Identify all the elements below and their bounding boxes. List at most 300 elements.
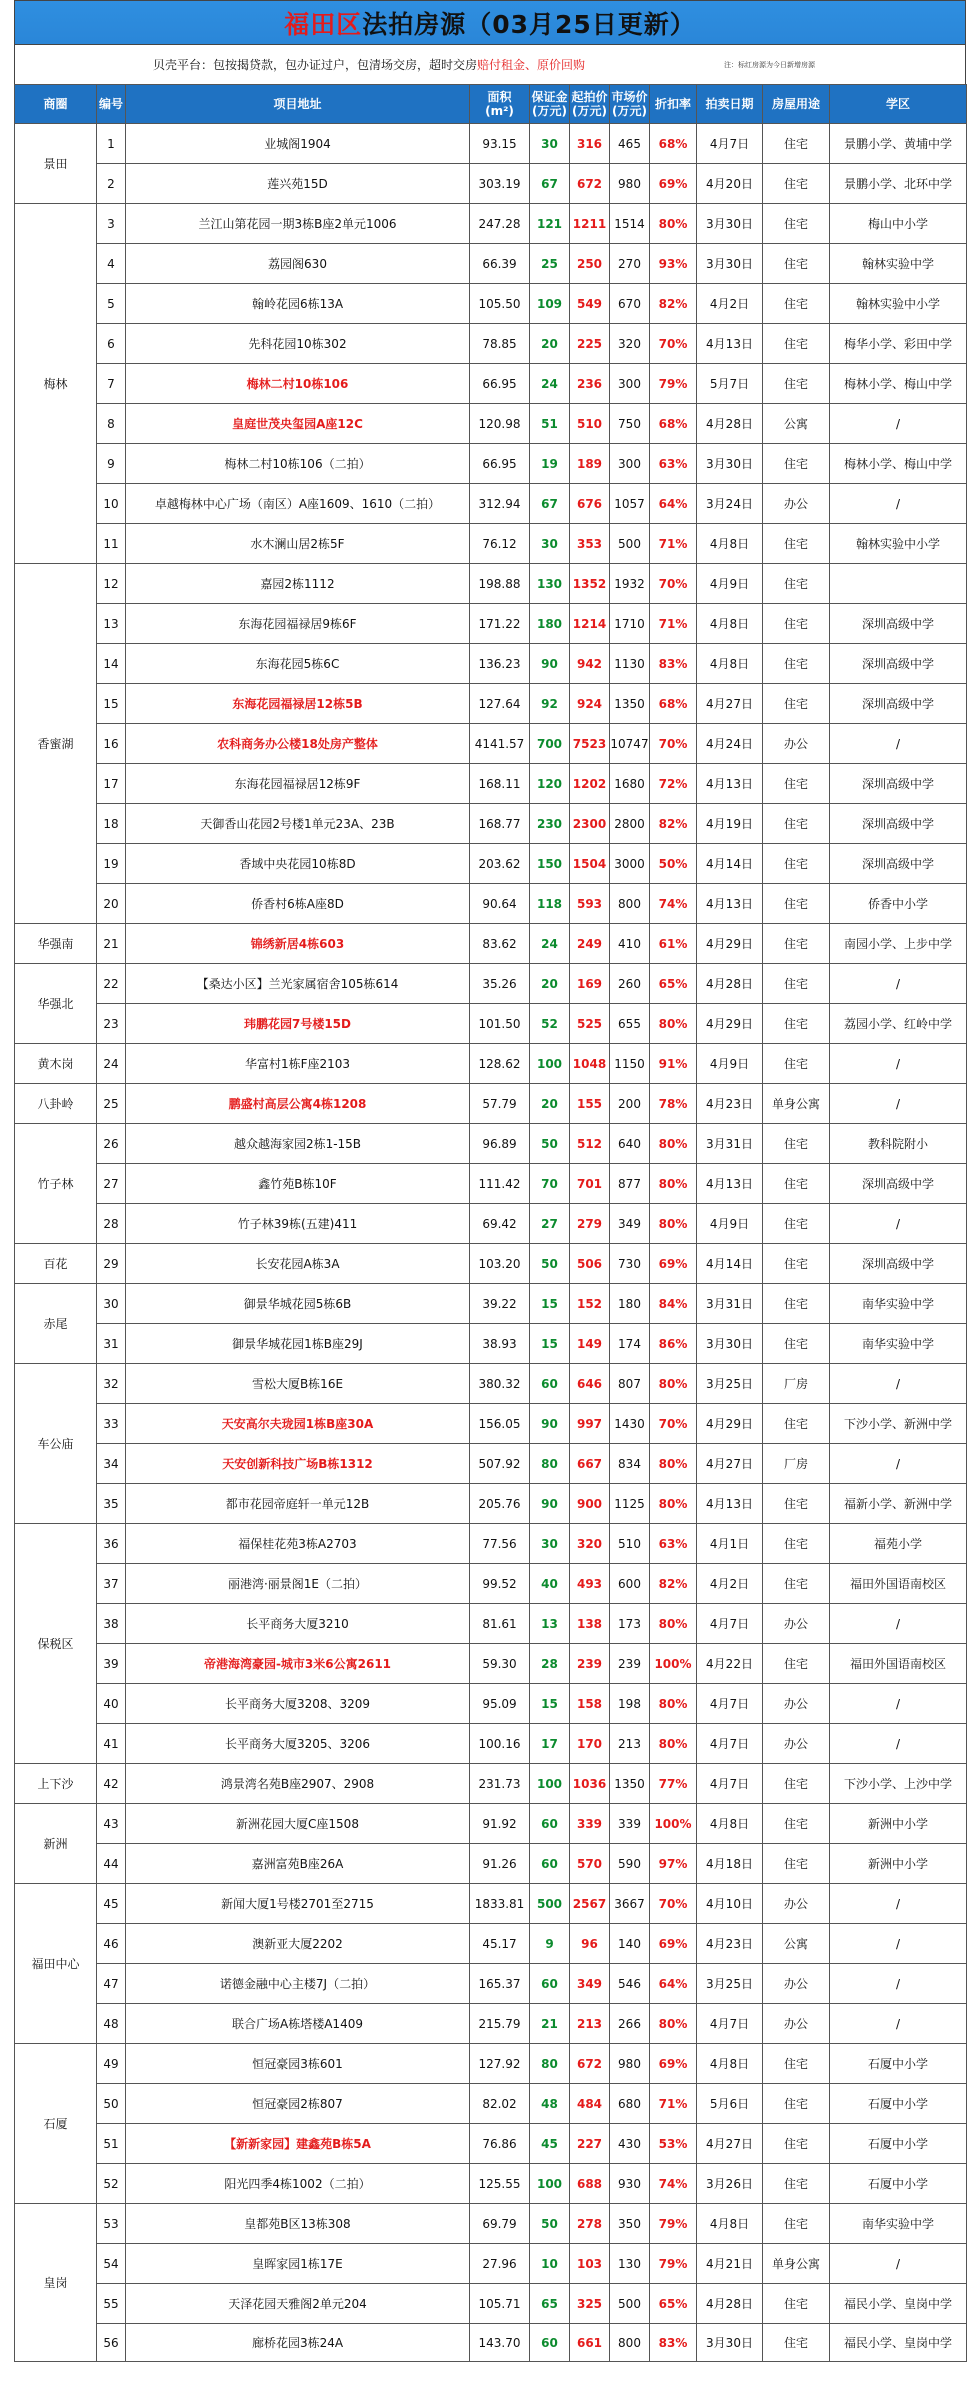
platform-notice — [14, 44, 966, 84]
row-start-price: 320 — [570, 1524, 610, 1564]
row-start-price: 213 — [570, 2004, 610, 2044]
row-number: 17 — [97, 764, 126, 804]
row-use: 住宅 — [763, 1124, 830, 1164]
row-start-price: 158 — [570, 1684, 610, 1724]
row-market-price: 980 — [610, 164, 650, 204]
row-address: 锦绣新居4栋603 — [126, 924, 470, 964]
row-auction-date: 3月30日 — [697, 1324, 763, 1364]
table-row — [15, 724, 967, 764]
row-size: 105.50 — [470, 284, 530, 324]
row-use: 住宅 — [763, 244, 830, 284]
row-auction-date: 4月14日 — [697, 1244, 763, 1284]
row-size: 69.42 — [470, 1204, 530, 1244]
row-school: 下沙小学、上沙中学 — [830, 1764, 967, 1804]
row-use: 住宅 — [763, 964, 830, 1004]
row-use: 住宅 — [763, 1764, 830, 1804]
row-discount: 64% — [650, 1964, 697, 2004]
row-school: 石厦中小学 — [830, 2164, 967, 2204]
row-discount: 63% — [650, 444, 697, 484]
row-market-price: 270 — [610, 244, 650, 284]
row-deposit: 15 — [530, 1324, 570, 1364]
row-address: 东海花园福禄居9栋6F — [126, 604, 470, 644]
row-start-price: 155 — [570, 1084, 610, 1124]
table-row — [15, 1724, 967, 1764]
row-market-price: 750 — [610, 404, 650, 444]
row-address: 翰岭花园6栋13A — [126, 284, 470, 324]
row-number: 50 — [97, 2084, 126, 2124]
row-school: 南华实验中学 — [830, 2204, 967, 2244]
row-size: 66.95 — [470, 444, 530, 484]
row-number: 22 — [97, 964, 126, 1004]
row-size: 143.70 — [470, 2324, 530, 2362]
row-market-price: 174 — [610, 1324, 650, 1364]
row-discount: 53% — [650, 2124, 697, 2164]
row-number: 10 — [97, 484, 126, 524]
row-address: 【新新家园】建鑫苑B栋5A — [126, 2124, 470, 2164]
row-size: 91.92 — [470, 1804, 530, 1844]
row-start-price: 349 — [570, 1964, 610, 2004]
row-school — [830, 564, 967, 604]
row-deposit: 700 — [530, 724, 570, 764]
row-number: 27 — [97, 1164, 126, 1204]
row-start-price: 316 — [570, 124, 610, 164]
title-district: 福田区 — [284, 9, 363, 39]
row-number: 49 — [97, 2044, 126, 2084]
table-row — [15, 1284, 967, 1324]
table-row — [15, 2124, 967, 2164]
row-discount: 69% — [650, 164, 697, 204]
row-size: 125.55 — [470, 2164, 530, 2204]
row-number: 38 — [97, 1604, 126, 1644]
row-school: 深圳高级中学 — [830, 1164, 967, 1204]
row-address: 长平商务大厦3210 — [126, 1604, 470, 1644]
row-area: 新洲 — [15, 1804, 97, 1884]
row-deposit: 100 — [530, 1764, 570, 1804]
row-auction-date: 4月13日 — [697, 1484, 763, 1524]
table-row — [15, 964, 967, 1004]
row-deposit: 180 — [530, 604, 570, 644]
row-size: 76.12 — [470, 524, 530, 564]
table-row — [15, 1684, 967, 1724]
row-deposit: 50 — [530, 1244, 570, 1284]
table-row — [15, 1124, 967, 1164]
notice-side-note: 注：标红房源为今日新增房源 — [724, 61, 815, 69]
row-size: 507.92 — [470, 1444, 530, 1484]
row-discount: 82% — [650, 1564, 697, 1604]
row-number: 39 — [97, 1644, 126, 1684]
row-address: 东海花园福禄居12栋9F — [126, 764, 470, 804]
row-deposit: 500 — [530, 1884, 570, 1924]
row-number: 43 — [97, 1804, 126, 1844]
row-size: 205.76 — [470, 1484, 530, 1524]
row-number: 2 — [97, 164, 126, 204]
row-deposit: 50 — [530, 2204, 570, 2244]
row-discount: 83% — [650, 644, 697, 684]
row-school: / — [830, 1724, 967, 1764]
row-size: 171.22 — [470, 604, 530, 644]
row-school: 石厦中小学 — [830, 2044, 967, 2084]
row-discount: 86% — [650, 1324, 697, 1364]
row-discount: 82% — [650, 284, 697, 324]
row-number: 47 — [97, 1964, 126, 2004]
row-size: 215.79 — [470, 2004, 530, 2044]
row-discount: 80% — [650, 1604, 697, 1644]
row-school: / — [830, 1884, 967, 1924]
row-discount: 74% — [650, 884, 697, 924]
table-row — [15, 1644, 967, 1684]
row-start-price: 1214 — [570, 604, 610, 644]
row-auction-date: 3月31日 — [697, 1124, 763, 1164]
row-address: 澳新亚大厦2202 — [126, 1924, 470, 1964]
row-deposit: 60 — [530, 1804, 570, 1844]
row-deposit: 13 — [530, 1604, 570, 1644]
row-deposit: 40 — [530, 1564, 570, 1604]
row-number: 28 — [97, 1204, 126, 1244]
row-discount: 70% — [650, 724, 697, 764]
row-use: 住宅 — [763, 804, 830, 844]
title-rest: 法拍房源（03月25日更新） — [362, 9, 696, 39]
row-start-price: 701 — [570, 1164, 610, 1204]
row-address: 玮鹏花园7号楼15D — [126, 1004, 470, 1044]
row-number: 3 — [97, 204, 126, 244]
row-market-price: 173 — [610, 1604, 650, 1644]
row-size: 38.93 — [470, 1324, 530, 1364]
row-school: 梅林小学、梅山中学 — [830, 364, 967, 404]
row-auction-date: 3月31日 — [697, 1284, 763, 1324]
table-row — [15, 604, 967, 644]
row-use: 住宅 — [763, 1284, 830, 1324]
row-school: / — [830, 964, 967, 1004]
row-deposit: 25 — [530, 244, 570, 284]
row-auction-date: 3月30日 — [697, 444, 763, 484]
row-number: 6 — [97, 324, 126, 364]
row-number: 51 — [97, 2124, 126, 2164]
row-use: 单身公寓 — [763, 1084, 830, 1124]
header-size: 面积 (m²) — [470, 85, 530, 124]
row-deposit: 20 — [530, 1084, 570, 1124]
row-start-price: 525 — [570, 1004, 610, 1044]
row-school: 南华实验中学 — [830, 1284, 967, 1324]
row-auction-date: 4月9日 — [697, 1044, 763, 1084]
table-row — [15, 1164, 967, 1204]
row-area: 保税区 — [15, 1524, 97, 1764]
header-area: 商圈 — [15, 85, 97, 124]
row-deposit: 120 — [530, 764, 570, 804]
row-size: 380.32 — [470, 1364, 530, 1404]
row-use: 住宅 — [763, 1324, 830, 1364]
row-address: 越众越海家园2栋1-15B — [126, 1124, 470, 1164]
row-auction-date: 4月13日 — [697, 884, 763, 924]
row-market-price: 1710 — [610, 604, 650, 644]
row-size: 127.92 — [470, 2044, 530, 2084]
row-address: 香域中央花园10栋8D — [126, 844, 470, 884]
row-auction-date: 3月30日 — [697, 204, 763, 244]
row-school: 福苑小学 — [830, 1524, 967, 1564]
row-address: 水木澜山居2栋5F — [126, 524, 470, 564]
row-school: 福田外国语南校区 — [830, 1644, 967, 1684]
row-deposit: 100 — [530, 2164, 570, 2204]
table-row — [15, 1604, 967, 1644]
row-discount: 70% — [650, 324, 697, 364]
row-discount: 61% — [650, 924, 697, 964]
row-use: 办公 — [763, 724, 830, 764]
table-row — [15, 364, 967, 404]
row-number: 36 — [97, 1524, 126, 1564]
row-auction-date: 4月7日 — [697, 1684, 763, 1724]
row-deposit: 15 — [530, 1284, 570, 1324]
row-area: 黄木岗 — [15, 1044, 97, 1084]
row-auction-date: 4月29日 — [697, 924, 763, 964]
header-use: 房屋用途 — [763, 85, 830, 124]
row-address: 诺德金融中心主楼7J（二拍） — [126, 1964, 470, 2004]
row-deposit: 51 — [530, 404, 570, 444]
row-school: / — [830, 484, 967, 524]
row-auction-date: 3月25日 — [697, 1364, 763, 1404]
row-market-price: 510 — [610, 1524, 650, 1564]
row-start-price: 138 — [570, 1604, 610, 1644]
row-school: 侨香中小学 — [830, 884, 967, 924]
row-school: 翰林实验中小学 — [830, 284, 967, 324]
row-size: 198.88 — [470, 564, 530, 604]
row-use: 住宅 — [763, 1564, 830, 1604]
row-address: 兰江山第花园一期3栋B座2单元1006 — [126, 204, 470, 244]
row-auction-date: 4月10日 — [697, 1884, 763, 1924]
table-row — [15, 1004, 967, 1044]
row-auction-date: 4月19日 — [697, 804, 763, 844]
row-discount: 80% — [650, 1684, 697, 1724]
row-market-price: 930 — [610, 2164, 650, 2204]
table-row — [15, 1404, 967, 1444]
row-market-price: 680 — [610, 2084, 650, 2124]
row-address: 皇晖家园1栋17E — [126, 2244, 470, 2284]
row-discount: 82% — [650, 804, 697, 844]
row-use: 住宅 — [763, 1204, 830, 1244]
table-row — [15, 324, 967, 364]
row-use: 办公 — [763, 484, 830, 524]
row-area: 竹子林 — [15, 1124, 97, 1244]
row-school: / — [830, 2004, 967, 2044]
row-use: 住宅 — [763, 604, 830, 644]
row-use: 住宅 — [763, 844, 830, 884]
row-size: 57.79 — [470, 1084, 530, 1124]
row-area: 香蜜湖 — [15, 564, 97, 924]
row-discount: 50% — [650, 844, 697, 884]
row-deposit: 19 — [530, 444, 570, 484]
row-number: 34 — [97, 1444, 126, 1484]
header-start-price: 起拍价 (万元) — [570, 85, 610, 124]
table-row — [15, 2004, 967, 2044]
row-start-price: 1036 — [570, 1764, 610, 1804]
row-use: 单身公寓 — [763, 2244, 830, 2284]
table-row — [15, 804, 967, 844]
row-start-price: 2300 — [570, 804, 610, 844]
row-area: 百花 — [15, 1244, 97, 1284]
row-number: 48 — [97, 2004, 126, 2044]
row-market-price: 1125 — [610, 1484, 650, 1524]
row-start-price: 646 — [570, 1364, 610, 1404]
row-deposit: 67 — [530, 164, 570, 204]
row-size: 136.23 — [470, 644, 530, 684]
row-market-price: 1430 — [610, 1404, 650, 1444]
row-use: 住宅 — [763, 1044, 830, 1084]
row-start-price: 1352 — [570, 564, 610, 604]
row-school: 教科院附小 — [830, 1124, 967, 1164]
row-discount: 80% — [650, 204, 697, 244]
row-deposit: 65 — [530, 2284, 570, 2324]
row-deposit: 20 — [530, 324, 570, 364]
row-market-price: 877 — [610, 1164, 650, 1204]
row-discount: 69% — [650, 2044, 697, 2084]
table-row — [15, 1884, 967, 1924]
row-discount: 65% — [650, 964, 697, 1004]
row-school: / — [830, 1924, 967, 1964]
row-address: 梅林二村10栋106（二拍） — [126, 444, 470, 484]
row-deposit: 10 — [530, 2244, 570, 2284]
row-market-price: 655 — [610, 1004, 650, 1044]
row-deposit: 30 — [530, 524, 570, 564]
row-size: 45.17 — [470, 1924, 530, 1964]
row-deposit: 67 — [530, 484, 570, 524]
notice-main: 贝壳平台：包按揭贷款，包办证过户，包清场交房，超时交房 — [153, 58, 478, 72]
row-deposit: 60 — [530, 1964, 570, 2004]
row-auction-date: 4月8日 — [697, 1804, 763, 1844]
row-discount: 100% — [650, 1644, 697, 1684]
row-size: 312.94 — [470, 484, 530, 524]
row-start-price: 570 — [570, 1844, 610, 1884]
row-discount: 80% — [650, 1164, 697, 1204]
row-address: 恒冠豪园2栋807 — [126, 2084, 470, 2124]
table-row — [15, 2044, 967, 2084]
table-row — [15, 644, 967, 684]
row-discount: 97% — [650, 1844, 697, 1884]
row-number: 18 — [97, 804, 126, 844]
table-row — [15, 1804, 967, 1844]
table-row — [15, 1084, 967, 1124]
row-size: 4141.57 — [470, 724, 530, 764]
table-row — [15, 1044, 967, 1084]
row-deposit: 109 — [530, 284, 570, 324]
row-discount: 77% — [650, 1764, 697, 1804]
row-start-price: 924 — [570, 684, 610, 724]
row-market-price: 339 — [610, 1804, 650, 1844]
row-discount: 72% — [650, 764, 697, 804]
row-use: 住宅 — [763, 204, 830, 244]
row-address: 莲兴苑15D — [126, 164, 470, 204]
header-deposit: 保证金 (万元) — [530, 85, 570, 124]
row-market-price: 1350 — [610, 684, 650, 724]
row-size: 96.89 — [470, 1124, 530, 1164]
row-start-price: 900 — [570, 1484, 610, 1524]
row-use: 住宅 — [763, 444, 830, 484]
row-use: 住宅 — [763, 2044, 830, 2084]
row-start-price: 339 — [570, 1804, 610, 1844]
row-market-price: 1680 — [610, 764, 650, 804]
row-use: 住宅 — [763, 364, 830, 404]
row-number: 13 — [97, 604, 126, 644]
row-school: 福民小学、皇岗中学 — [830, 2324, 967, 2362]
row-address: 鑫竹苑B栋10F — [126, 1164, 470, 1204]
row-use: 办公 — [763, 1964, 830, 2004]
row-school: 福新小学、新洲中学 — [830, 1484, 967, 1524]
row-number: 29 — [97, 1244, 126, 1284]
table-row — [15, 2244, 967, 2284]
row-deposit: 21 — [530, 2004, 570, 2044]
row-discount: 93% — [650, 244, 697, 284]
row-auction-date: 4月28日 — [697, 404, 763, 444]
row-school: 深圳高级中学 — [830, 804, 967, 844]
row-size: 127.64 — [470, 684, 530, 724]
row-market-price: 465 — [610, 124, 650, 164]
row-use: 办公 — [763, 1724, 830, 1764]
row-start-price: 672 — [570, 164, 610, 204]
row-start-price: 7523 — [570, 724, 610, 764]
row-discount: 70% — [650, 564, 697, 604]
row-market-price: 1057 — [610, 484, 650, 524]
row-size: 111.42 — [470, 1164, 530, 1204]
row-discount: 79% — [650, 2204, 697, 2244]
row-school: 翰林实验中学 — [830, 244, 967, 284]
row-number: 25 — [97, 1084, 126, 1124]
row-deposit: 60 — [530, 2324, 570, 2362]
row-size: 77.56 — [470, 1524, 530, 1564]
row-address: 长平商务大厦3208、3209 — [126, 1684, 470, 1724]
row-auction-date: 4月23日 — [697, 1084, 763, 1124]
table-row — [15, 684, 967, 724]
row-auction-date: 4月7日 — [697, 1604, 763, 1644]
row-school: / — [830, 724, 967, 764]
table-row — [15, 1764, 967, 1804]
row-auction-date: 4月9日 — [697, 564, 763, 604]
row-use: 住宅 — [763, 924, 830, 964]
row-start-price: 510 — [570, 404, 610, 444]
row-market-price: 266 — [610, 2004, 650, 2044]
row-number: 53 — [97, 2204, 126, 2244]
row-discount: 79% — [650, 2244, 697, 2284]
row-discount: 65% — [650, 2284, 697, 2324]
row-auction-date: 4月8日 — [697, 2204, 763, 2244]
table-row — [15, 524, 967, 564]
row-discount: 80% — [650, 1724, 697, 1764]
row-address: 先科花园10栋302 — [126, 324, 470, 364]
row-size: 101.50 — [470, 1004, 530, 1044]
header-auction-date: 拍卖日期 — [697, 85, 763, 124]
row-size: 83.62 — [470, 924, 530, 964]
row-deposit: 80 — [530, 2044, 570, 2084]
row-deposit: 45 — [530, 2124, 570, 2164]
row-auction-date: 4月29日 — [697, 1004, 763, 1044]
table-row — [15, 1924, 967, 1964]
row-school: 景鹏小学、黄埔中学 — [830, 124, 967, 164]
row-school: 梅山中小学 — [830, 204, 967, 244]
row-market-price: 834 — [610, 1444, 650, 1484]
row-number: 23 — [97, 1004, 126, 1044]
row-auction-date: 3月30日 — [697, 244, 763, 284]
row-address: 天御香山花园2号楼1单元23A、23B — [126, 804, 470, 844]
row-auction-date: 4月9日 — [697, 1204, 763, 1244]
row-number: 5 — [97, 284, 126, 324]
row-address: 丽港湾·丽景阁1E（二拍） — [126, 1564, 470, 1604]
row-discount: 71% — [650, 524, 697, 564]
row-number: 52 — [97, 2164, 126, 2204]
row-deposit: 118 — [530, 884, 570, 924]
row-school: 福田外国语南校区 — [830, 1564, 967, 1604]
header-no: 编号 — [97, 85, 126, 124]
table-row — [15, 444, 967, 484]
row-auction-date: 4月29日 — [697, 1404, 763, 1444]
row-start-price: 236 — [570, 364, 610, 404]
row-address: 御景华城花园5栋6B — [126, 1284, 470, 1324]
row-market-price: 500 — [610, 524, 650, 564]
